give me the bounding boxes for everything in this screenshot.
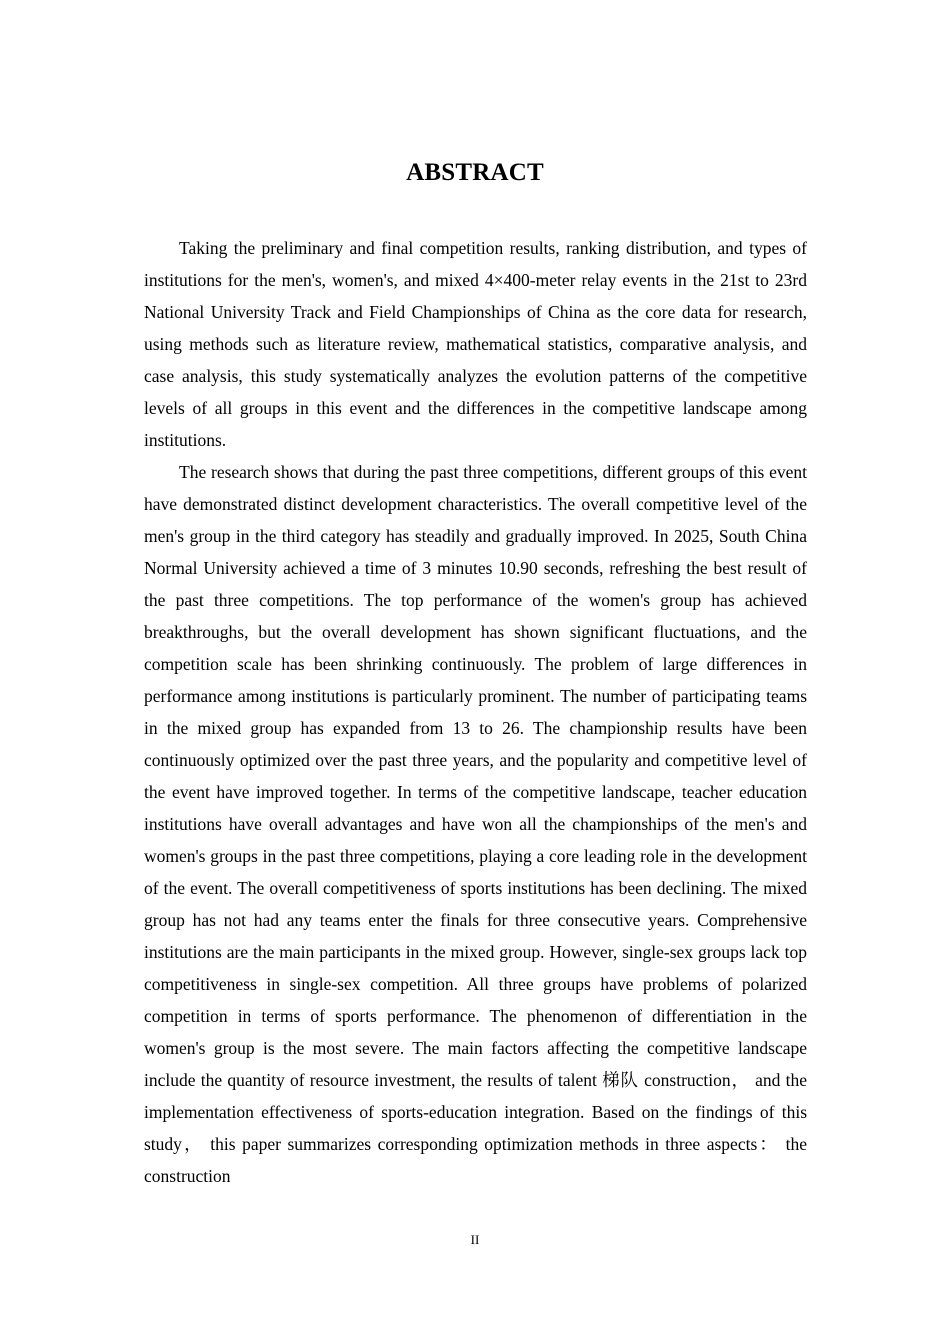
page-number: II (470, 1232, 480, 1247)
abstract-title: ABSTRACT (406, 159, 544, 186)
abstract-paragraph-2: The research shows that during the past three competitions, different groups of this event have demonstrated distinct development characteristics. The overall competitive level of the men's group in the third category has steadily and gradually improved. In 2025, South China Normal University achieved a time of 3 minutes 10.90 seconds, refreshing the best result of the past three competitions. The top performance of the women's group has achieved breakthroughs, but the overall development has shown significant fluctuations, and the competition scale has been shrinking continuously. The problem of large differences in performance among institutions is particularly prominent. The number of participating teams in the mixed group has expanded from 13 to 26. The championship results have been continuously optimized over the past three years, and the popularity and competitive level of the event have improved together. In terms of the competitive landscape, teacher education institutions have overall advantages and have won all the championships of the men's and women's groups in the past three competitions, playing a core leading role in the development of the event. The overall competitiveness of sports institutions has been declining. The mixed group has not had any teams enter the finals for three consecutive years. Comprehensive institutions are the main participants in the mixed group. However, single-sex groups lack top competitiveness in single-sex competition. All three groups have problems of polarized competition in terms of sports performance. The phenomenon of differentiation in the women's group is the most severe. The main factors affecting the competitive landscape include the quantity of resource investment, the results of talent 梯队 construction， and the implementation effectiveness of sports-education integration. Based on the findings of this study， this paper summarizes corresponding optimization methods in three aspects： the construction (144, 462, 807, 1186)
abstract-paragraph-1: Taking the preliminary and final competition results, ranking distribution, and types of institutions for the men's, women's, and mixed 4×400-meter relay events in the 21st to 23rd National University Track and Field Championships of China as the core data for research, using methods such as literature review, mathematical statistics, comparative analysis, and case analysis, this study systematically analyzes the evolution patterns of the competitive levels of all groups in this event and the differences in the competitive landscape among institutions. (144, 238, 807, 450)
abstract-body (144, 232, 807, 1192)
